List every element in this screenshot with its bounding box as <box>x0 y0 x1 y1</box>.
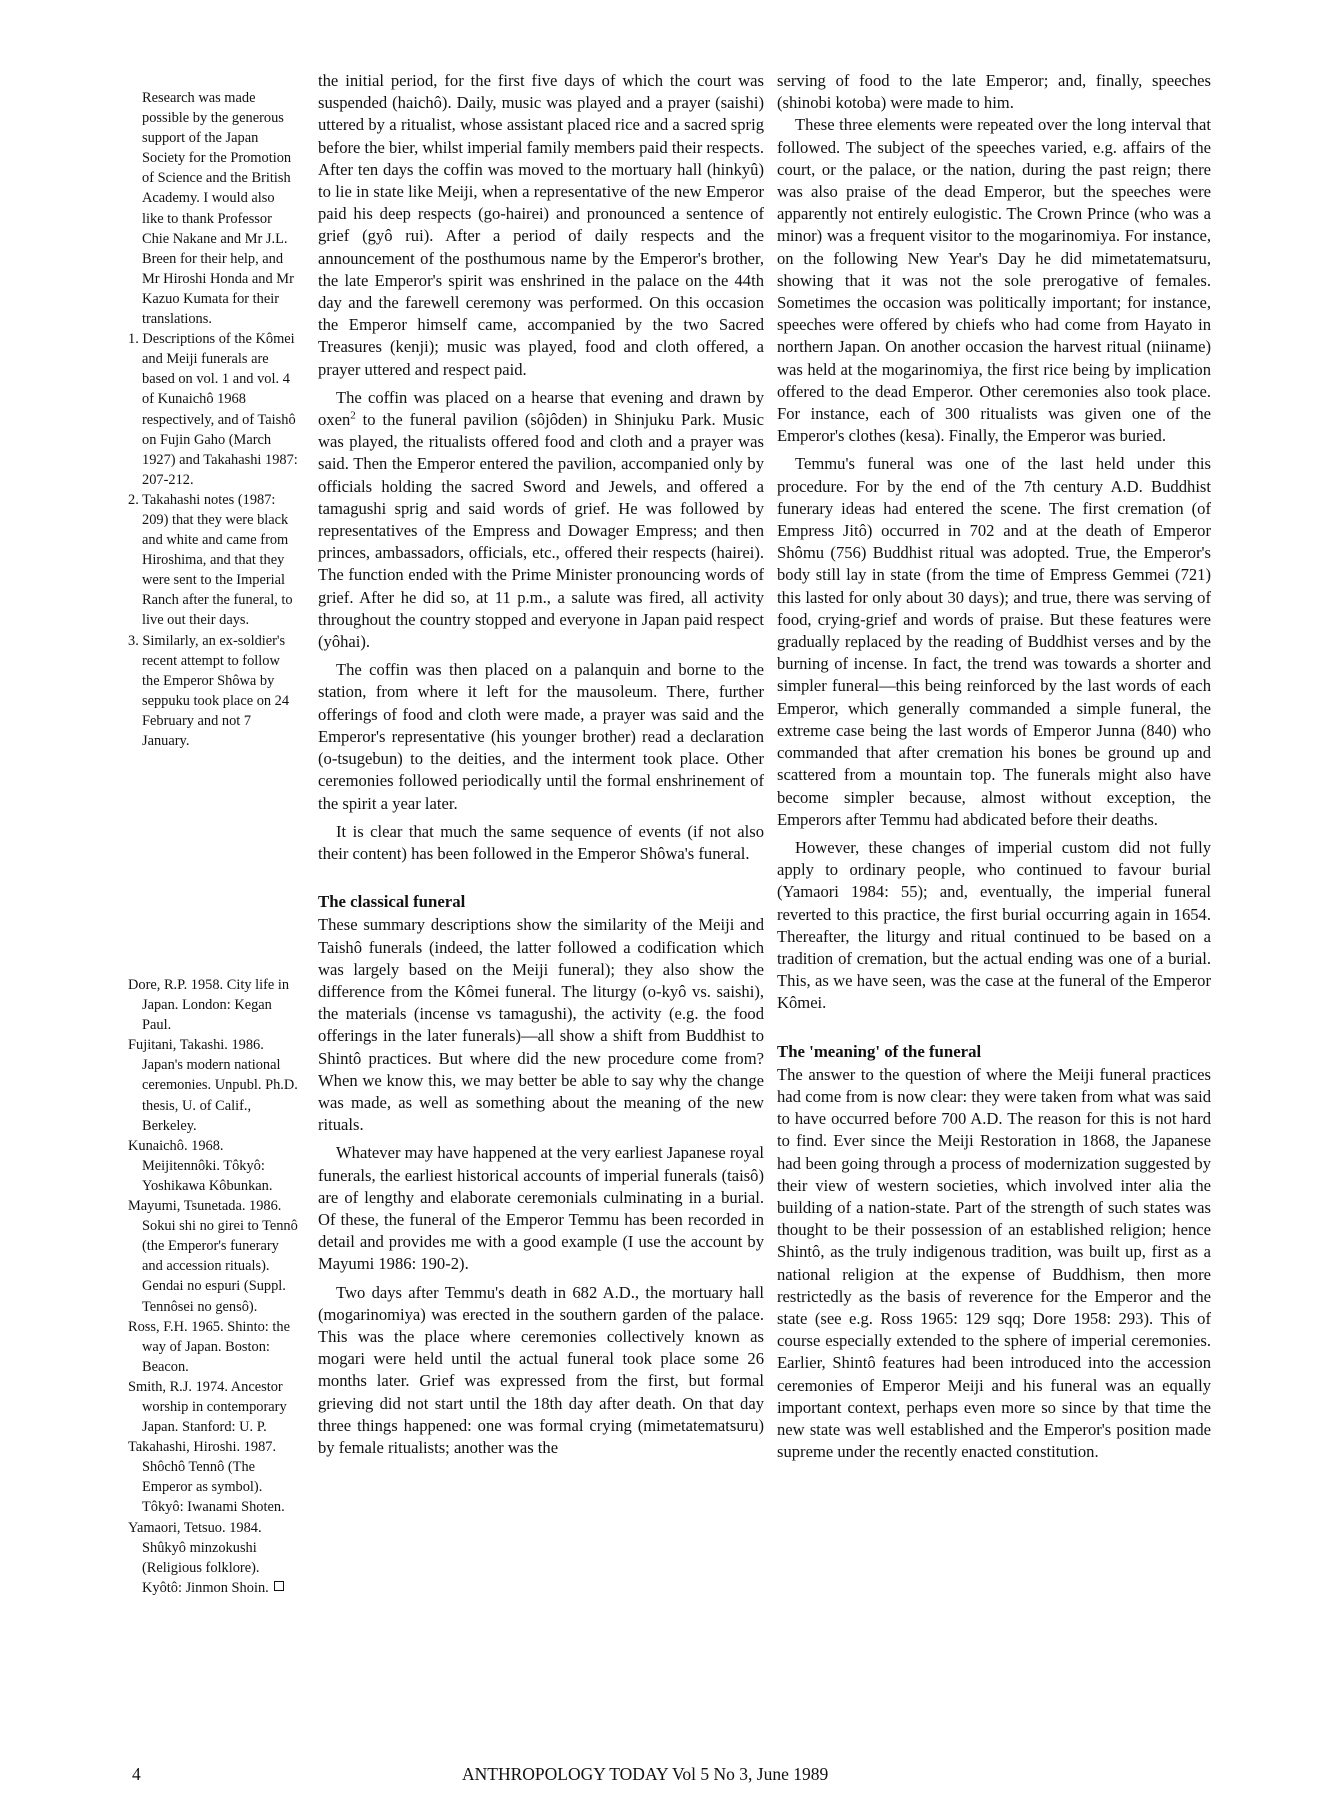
paragraph: the initial period, for the first five days of which the court was suspended (haichô). Daily, music was played and a prayer (saishi) uttered by a ritualist, whose assistant placed rice and a sacred sprig before the bier, whilst imperial family members paid their respects. After ten days the coffin was moved to the mortuary hall (hinkyû) to lie in state like Meiji, when a representative of the new Emperor paid his deep respects (go-hairei) and pronounced a sentence of grief (gyô rui). After a period of daily respects and the announcement of the posthumous name by the Emperor's brother, the late Emperor's spirit was enshrined in the palace on the 44th day and the farewell ceremony was performed. On this occasion the Emperor himself came, accompanied by the two Sacred Treasures (kenji); music was played, food and cloth offered, a prayer uttered and respect paid. <box>318 71 764 379</box>
paragraph: Two days after Temmu's death in 682 A.D., the mortuary hall (mogarinomiya) was erected in the southern garden of the palace. This was the place where ceremonies collectively known as mogari were held until the actual funeral took place some 26 months later. Grief was expressed from the first, but formal grieving did not start until the 18th day after death. On that day three things happened: one was formal crying (mimetatematsuru) by female ritualists; another was the <box>318 1282 764 1457</box>
paragraph: The coffin was then placed on a palanquin and borne to the station, from where it left for the mausoleum. There, further offerings of food and cloth were made, a prayer was said and the Emperor's representative (his younger brother) read a declaration (o-tsugebun) to the deities, and the interment took place. Other ceremonies followed periodically until the formal enshrinement of the spirit a year later. <box>318 660 764 813</box>
reference-item <box>128 1518 298 1598</box>
paragraph: These summary descriptions show the similarity of the Meiji and Taishô funerals (indeed, the latter followed a codification which was largely based on the Meiji funeral); they also show the difference from the Kômei funeral. The liturgy (o-kyô vs. saishi), the materials (incense vs tamagushi), the activity (e.g. the food offerings in the later funerals)—all show a shift from Buddhist to Shintô practices. But where did the new procedure come from? When we know this, we may better be able to say why the change was made, as well as something about the meaning of the new rituals. <box>318 915 764 1135</box>
acknowledgement: Research was made possible by the generous support of the Japan Society for the Promotion of Science and the British Academy. I would also like to thank Professor Chie Nakane and Mr J.L. Breen for their help, and Mr Hiroshi Honda and Mr Kazuo Kumata for their translations. <box>142 90 294 328</box>
journal-footer: ANTHROPOLOGY TODAY Vol 5 No 3, June 1989 <box>462 1764 829 1784</box>
paragraph <box>318 387 764 653</box>
paragraph: Whatever may have happened at the very earliest Japanese royal funerals, the earliest historical accounts of imperial funerals (taisô) are of lengthy and elaborate ceremonials culminating in a burial. Of these, the funeral of the Emperor Temmu has been recorded in detail and provides me with a good example (I use the account by Mayumi 1986: 190-2). <box>318 1143 765 1274</box>
note-1: 1. Descriptions of the Kômei and Meiji funerals are based on vol. 1 and vol. 4 of Kunaichô 1968 respectively, and of Taishô on Fujin Gaho (March 1927) and Takahashi 1987: 207-212. <box>128 331 298 488</box>
reference-item: Fujitani, Takashi. 1986. Japan's modern national ceremonies. Unpubl. Ph.D. thesis, U. of Calif., Berkeley. <box>128 1037 298 1134</box>
paragraph: It is clear that much the same sequence of events (if not also their content) has been followed in the Emperor Shôwa's funeral. <box>318 821 764 863</box>
reference-item: Dore, R.P. 1958. City life in Japan. London: Kegan Paul. <box>128 977 290 1034</box>
article-column-1 <box>318 70 764 1459</box>
section-heading: The classical funeral <box>318 892 466 912</box>
paragraph: These three elements were repeated over the long interval that followed. The subject of the speeches varied, e.g. affairs of the court, or the palace, or the nation, during the past reign; there was also praise of the dead Emperor, but the speeches were apparently not entirely eulogistic. The Crown Prince (who was a minor) was a frequent visitor to the mogarinomiya. For instance, on the following New Year's Day he did mimetatematsuru, showing that it was not the sole prerogative of females. Sometimes the occasion was politically important; for instance, speeches were offered by chiefs who had come from Hayato in northern Japan. On another occasion the harvest ritual (niiname) was held at the mogarinomiya, the first rice being by implication offered to the dead Emperor. Other ceremonies also took place. For instance, each of 300 ritualists was given one of the Emperor's clothes (kesa). Finally, the Emperor was buried. <box>777 115 1211 446</box>
paragraph: serving of food to the late Emperor; and, finally, speeches (shinobi kotoba) were made to him. <box>777 71 1211 113</box>
page-number: 4 <box>132 1764 141 1784</box>
reference-item: Smith, R.J. 1974. Ancestor worship in contemporary Japan. Stanford: U. P. <box>128 1378 287 1436</box>
reference-item: Takahashi, Hiroshi. 1987. Shôchô Tennô (The Emperor as symbol). Tôkyô: Iwanami Shoten. <box>128 1439 285 1516</box>
sidebar-notes <box>128 88 298 751</box>
reference-item: Mayumi, Tsunetada. 1986. Sokui shi no girei to Tennô (the Emperor's funerary and accession rituals). Gendai no espuri (Suppl. Tennôsei no gensô). <box>128 1198 298 1315</box>
article-column-2 <box>777 70 1211 1463</box>
paragraph: However, these changes of imperial custom did not fully apply to ordinary people, who continued to favour burial (Yamaori 1984: 55); and, eventually, the imperial funeral reverted to this practice, the first burial occurring again in 1654. Thereafter, the liturgy and ritual continued to be based on a tradition of cremation, but the actual ending was one of a burial. This, as we have seen, was the case at the funeral of the Emperor Kômei. <box>777 837 1211 1013</box>
note-2: 2. Takahashi notes (1987: 209) that they were black and white and came from Hiroshima, and that they were sent to the Imperial Ranch after the funeral, to live out their days. <box>128 491 293 629</box>
references-list <box>128 975 298 1598</box>
reference-item: Kunaichô. 1968. Meijitennôki. Tôkyô: Yoshikawa Kôbunkan. <box>128 1137 273 1194</box>
reference-item: Ross, F.H. 1965. Shinto: the way of Japan. Boston: Beacon. <box>128 1318 290 1375</box>
paragraph-text: The coffin was placed on a hearse that evening and drawn by oxen <box>318 387 764 430</box>
paragraph: Temmu's funeral was one of the last held under this procedure. For by the end of the 7th century A.D. Buddhist funerary ideas had entered the scene. The first cremation (of Empress Jitô) occurred in 702 and at the death of Emperor Shômu (756) Buddhist ritual was adopted. True, the Emperor's body still lay in state (from the time of Empress Gemmei (721) this lasted for only about 30 days); and true, there was serving of food, crying-grief and words of praise. But these features were gradually replaced by the reading of Buddhist verses and by the burning of incense. In fact, the trend was towards a shorter and simpler funeral—this being reinforced by the last words of each Emperor, which generally commanded a simple funeral, the extreme case being the last words of Emperor Junna (840) who commanded that after cremation his bones be ground up and scattered from a mountain top. The funerals might also have become simpler because, almost without exception, the Emperors after Temmu had abdicated before their deaths. <box>777 454 1211 829</box>
end-mark-icon <box>274 1581 284 1591</box>
paragraph-text: to the funeral pavilion (sôjôden) in Shinjuku Park. Music was played, the ritualists offered food and cloth and a prayer was said. Then the Emperor entered the pavilion, accompanied only by officials holding the sacred Sword and Jewels, and offered a tamagushi sprig and said words of grief. He was followed by representatives of the Empress and Dowager Empress; and then princes, ambassadors, officials, etc., offered their respects (hairei). The function ended with the Prime Minister pronouncing words of grief. After he did so, at 11 p.m., a salute was fired, all activity throughout the country stopped and everyone in Japan paid respect (yôhai). <box>318 410 764 652</box>
reference-text: Yamaori, Tetsuo. 1984. Shûkyô minzokushi (Religious folklore). Kyôtô: Jinmon Shoin. <box>128 1519 269 1596</box>
footnote-ref: 2 <box>350 409 356 422</box>
note-3: 3. Similarly, an ex-soldier's recent attempt to follow the Emperor Shôwa by seppuku took place on 24 February and not 7 January. <box>128 632 290 749</box>
paragraph: The answer to the question of where the Meiji funeral practices had come from is now clear: they were taken from what was said to have occurred before 700 A.D. The reason for this is not hard to find. Ever since the Meiji Restoration in 1868, the Japanese had been going through a process of modernization suggested by their view of western societies, which involved inter alia the building of a nation-state. Part of the strength of such states was thought to be their possession of an established religion; hence Shintô, as the truly indigenous tradition, was built up, first as a national religion at the expense of Buddhism, then more restrictedly as the basis of reverence for the Emperor and the state (see e.g. Ross 1965: 129 sqq; Dore 1958: 293). This of course especially extended to the sphere of imperial ceremonies. Earlier, Shintô features had been introduced into the accession ceremonies of Emperor Meiji and his funeral was an equally important context, perhaps even more so since by that time the new state was well established and the Emperor's position made supreme under the recently enacted constitution. <box>777 1064 1211 1462</box>
section-heading: The 'meaning' of the funeral <box>777 1041 982 1061</box>
